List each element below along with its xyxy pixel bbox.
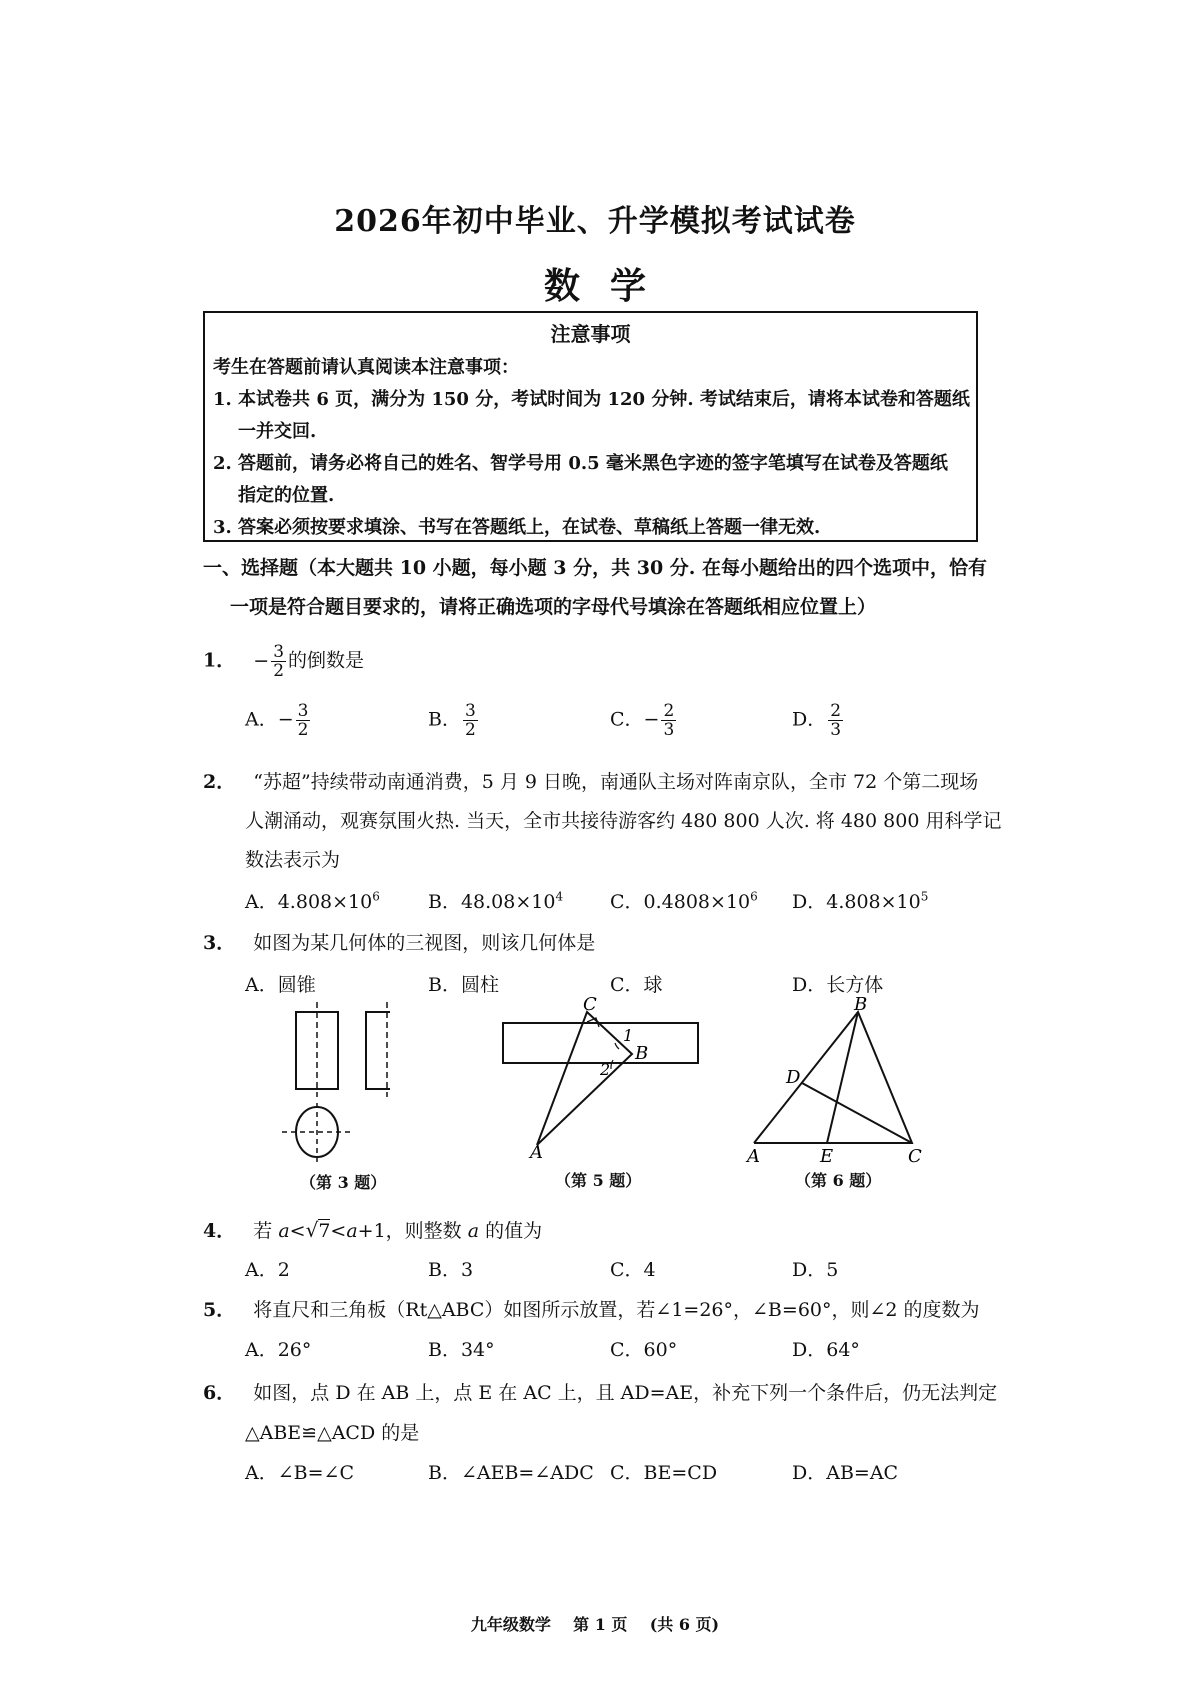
- label-B: B: [635, 1043, 649, 1064]
- question-text-line1: “苏超”持续带动南通消费，5 月 9 日晚，南通队主场对阵南京队，全市 72 个第二现场: [253, 771, 979, 793]
- option-a: A．圆锥: [245, 974, 316, 996]
- option-b: B．∠AEB=∠ADC: [428, 1462, 594, 1484]
- question-2-line2: 人潮涌动，观赛氛围火热. 当天，全市共接待游客约 480 800 人次. 将 480 800 用科学记: [245, 810, 1002, 832]
- negative-sign: −: [253, 649, 270, 672]
- notice-item-1: 1. 本试卷共 6 页，满分为 150 分，考试时间为 120 分钟. 考试结束后，请将本试卷和答题纸: [213, 389, 970, 410]
- figure-3-three-views: [270, 1000, 390, 1170]
- question-number: 6．: [203, 1382, 236, 1404]
- option-b: B． $\frac{3}{2}$: [428, 701, 476, 740]
- question-2: [203, 767, 978, 794]
- option-a: A．2: [245, 1259, 290, 1281]
- notice-item-2: 2. 答题前，请务必将自己的姓名、智学号用 0.5 毫米黑色字迹的签字笔填写在试卷及答题纸: [213, 453, 948, 474]
- option-d: D．AB=AC: [792, 1462, 899, 1484]
- exam-title: 2026年初中毕业、升学模拟考试试卷: [334, 204, 856, 239]
- figure-6-triangle: [740, 995, 940, 1165]
- question-6-line2: △ABE≌△ACD 的是: [245, 1422, 420, 1444]
- fraction: $\frac{3}{2}$: [273, 642, 285, 681]
- figure-6-caption: （第 6 题）: [795, 1171, 882, 1190]
- label-A: A: [747, 1146, 760, 1165]
- label-E: E: [820, 1146, 834, 1165]
- question-6: [203, 1378, 997, 1405]
- question-text: 将直尺和三角板（Rt△ABC）如图所示放置，若∠1=26°，∠B=60°，则∠2 的度数为: [253, 1299, 980, 1321]
- option-d: D． $\frac{2}{3}$: [792, 701, 842, 740]
- label-D: D: [786, 1067, 801, 1088]
- question-5: [203, 1295, 980, 1322]
- label-C: C: [908, 1146, 922, 1165]
- label-angle-2: 2: [600, 1060, 611, 1079]
- section-heading-line2: 一项是符合题目要求的，请将正确选项的字母代号填涂在答题纸相应位置上）: [230, 596, 877, 618]
- notice-item-3: 3. 答案必须按要求填涂、书写在答题纸上，在试卷、草稿纸上答题一律无效.: [213, 517, 821, 538]
- question-1: [203, 643, 364, 680]
- option-c: C．BE=CD: [610, 1462, 718, 1484]
- option-c: C．60°: [610, 1339, 678, 1361]
- option-d: D．$4.808\times 10^5$: [792, 889, 929, 913]
- question-number: 3．: [203, 932, 236, 954]
- option-b: B．圆柱: [428, 974, 499, 996]
- notice-item-1-cont: 一并交回.: [238, 421, 317, 442]
- option-d: D．长方体: [792, 974, 884, 996]
- figure-3-caption: （第 3 题）: [300, 1173, 387, 1192]
- figure-5-caption: （第 5 题）: [555, 1171, 642, 1190]
- notice-item-2-cont: 指定的位置.: [238, 485, 335, 506]
- notice-title: 注意事项: [550, 322, 631, 346]
- option-a: A．− $\frac{3}{2}$: [245, 701, 309, 740]
- option-d: D．5: [792, 1259, 839, 1281]
- option-b: B．34°: [428, 1339, 495, 1361]
- option-c: C．− $\frac{2}{3}$: [610, 701, 675, 740]
- option-a: A．26°: [245, 1339, 312, 1361]
- option-d: D．64°: [792, 1339, 860, 1361]
- notice-box: [203, 311, 978, 542]
- question-number: 1．: [203, 649, 236, 672]
- option-c: C．球: [610, 974, 663, 996]
- figure-5-ruler-triangle: [495, 995, 705, 1160]
- question-text: 的倒数是: [288, 649, 365, 672]
- subject-title: 数学: [543, 265, 676, 307]
- question-number: 2．: [203, 771, 236, 793]
- label-A: A: [530, 1142, 543, 1160]
- notice-intro: 考生在答题前请认真阅读本注意事项：: [213, 357, 519, 378]
- label-angle-1: 1: [623, 1026, 634, 1045]
- option-c: C．4: [610, 1259, 656, 1281]
- question-2-line3: 数法表示为: [245, 849, 341, 871]
- option-b: B．3: [428, 1259, 474, 1281]
- question-text-line1: 如图，点 D 在 AB 上，点 E 在 AC 上，且 AD=AE，补充下列一个条件后，仍无法判定: [253, 1382, 998, 1404]
- question-number: 5．: [203, 1299, 236, 1321]
- option-a: A．∠B=∠C: [245, 1462, 354, 1484]
- question-4: 4． 若 a<√7<a+1，则整数 a 的值为: [203, 1218, 543, 1242]
- question-number: 4．: [203, 1220, 236, 1242]
- question-3: [203, 928, 595, 955]
- label-C: C: [583, 995, 597, 1015]
- question-text: 如图为某几何体的三视图，则该几何体是: [253, 932, 596, 954]
- option-a: A．$4.808\times 10^6$: [245, 889, 380, 913]
- section-heading-line1: 一、选择题（本大题共 10 小题，每小题 3 分，共 30 分. 在每小题给出的四个选项中，恰有: [203, 557, 988, 579]
- page-footer: 九年级数学 第 1 页 (共 6 页): [470, 1615, 720, 1634]
- label-B: B: [854, 995, 868, 1015]
- option-b: B．$48.08\times 10^4$: [428, 889, 564, 913]
- option-c: C．$0.4808\times 10^6$: [610, 889, 758, 913]
